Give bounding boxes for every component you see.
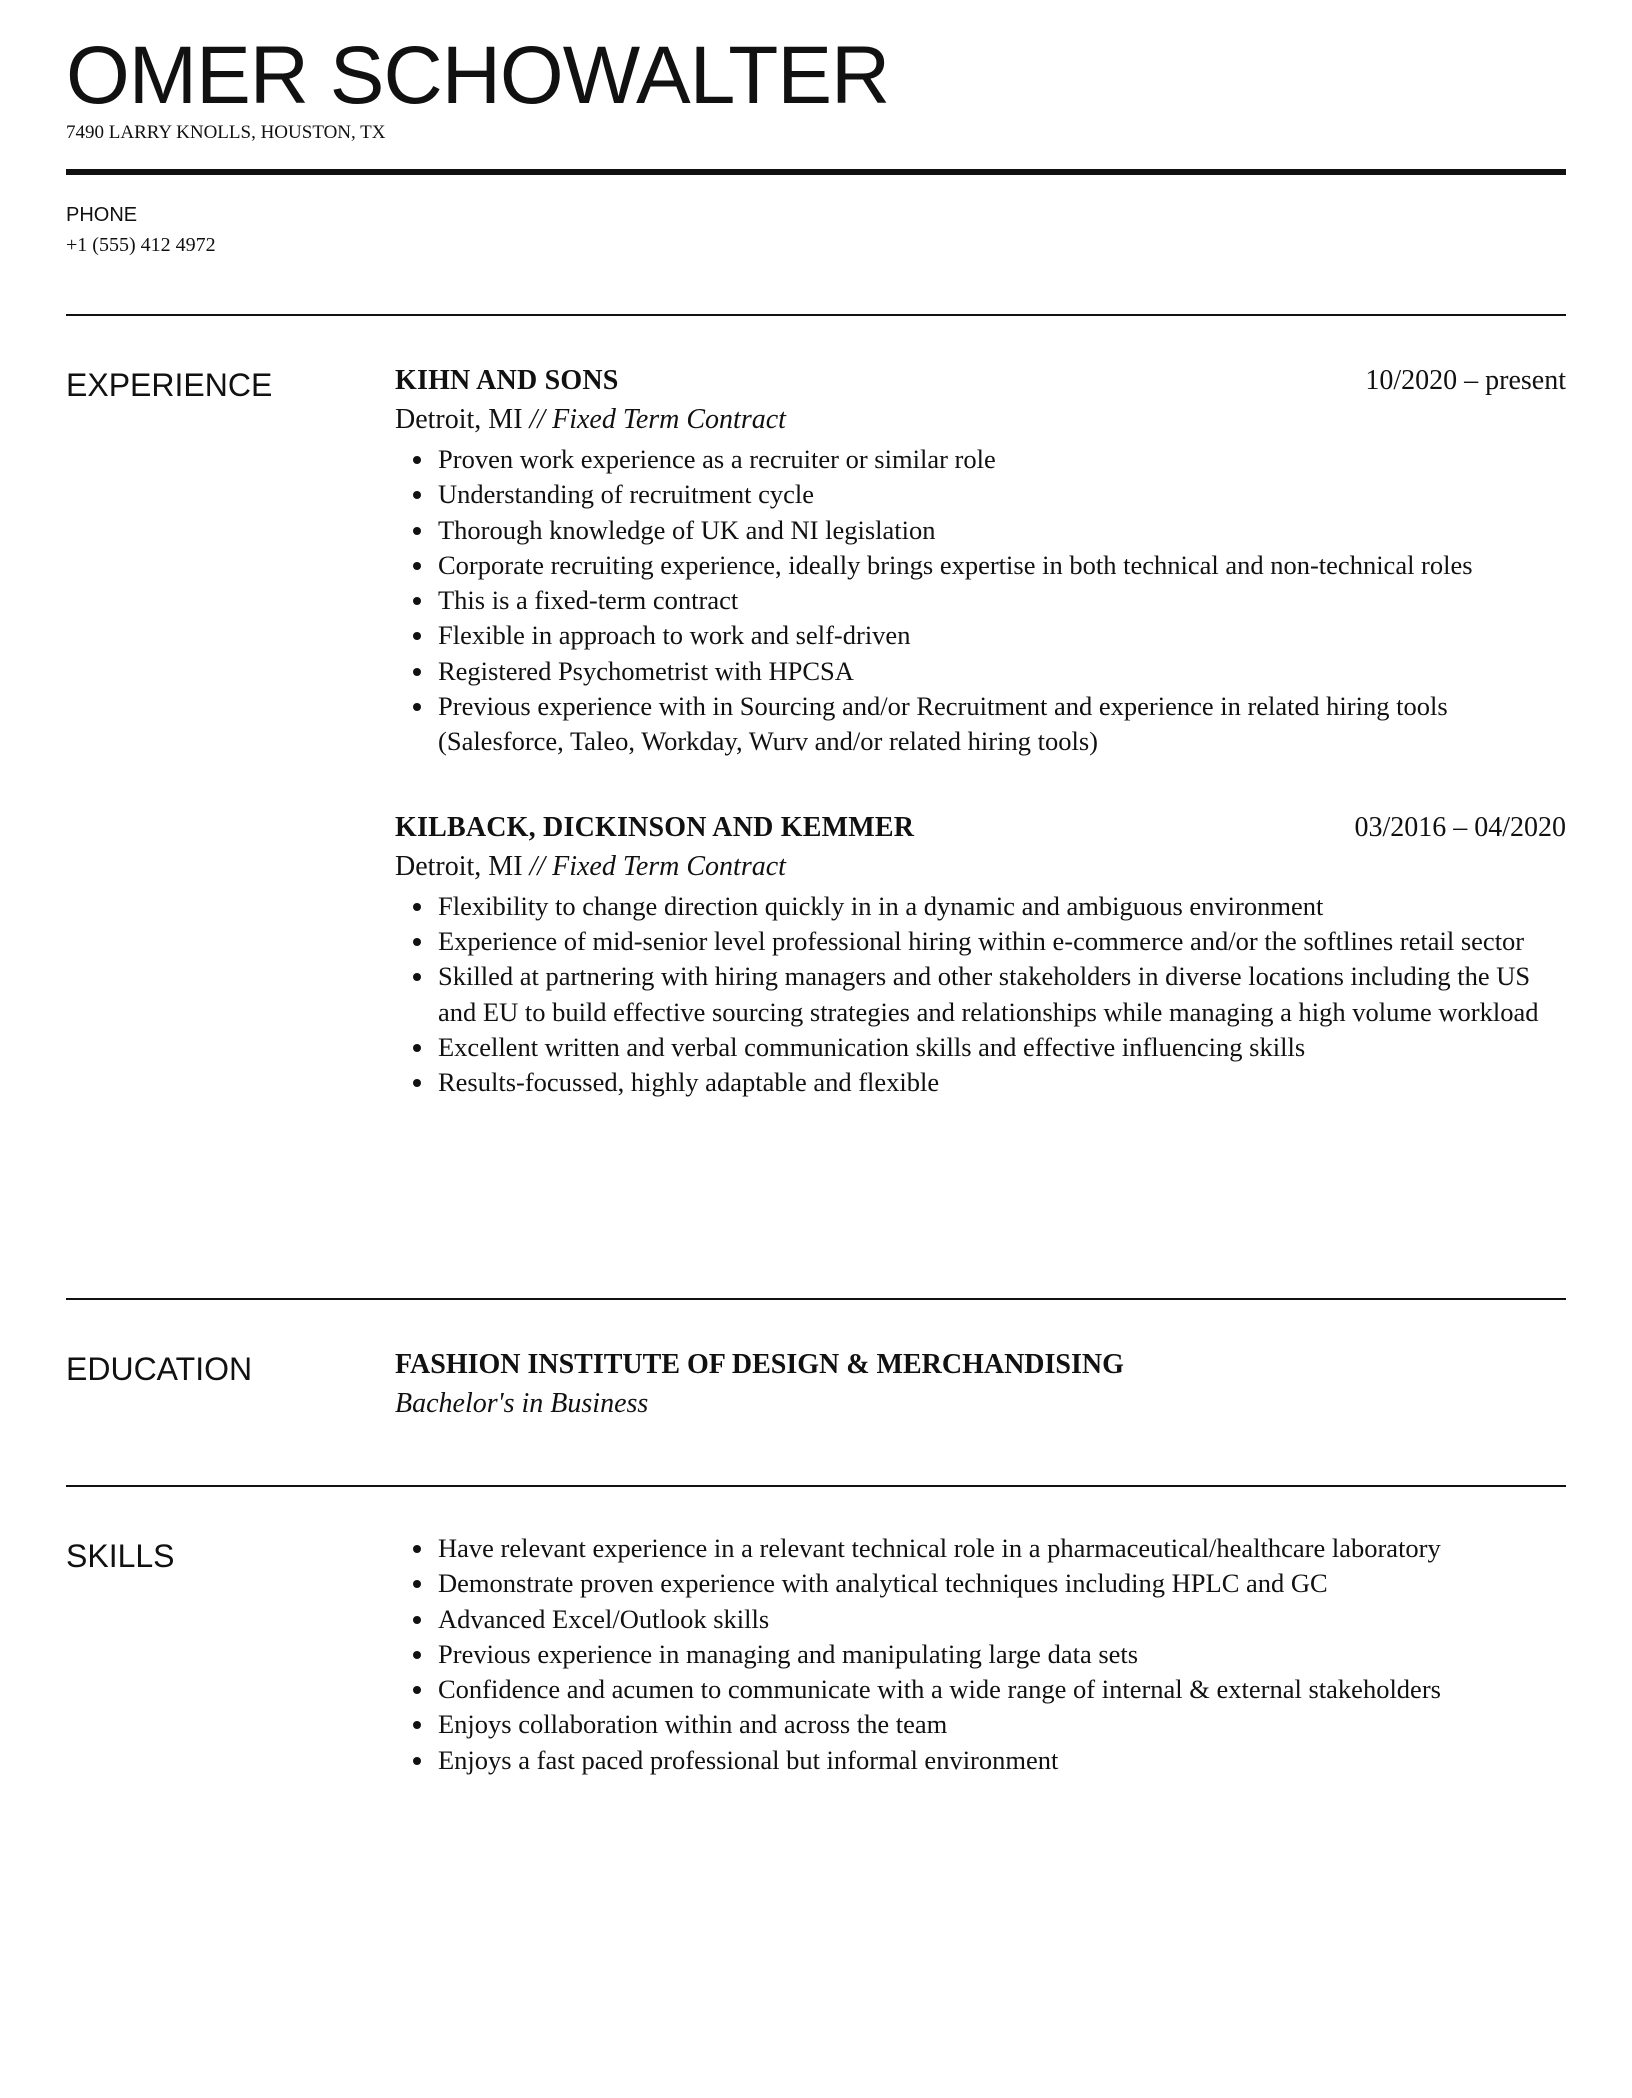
job-location-type (395, 847, 1566, 887)
list-item: Enjoys collaboration within and across the team (395, 1707, 1566, 1742)
job-separator: // (529, 404, 546, 435)
list-item: Understanding of recruitment cycle (395, 477, 1566, 512)
list-item: Thorough knowledge of UK and NI legislation (395, 513, 1566, 548)
degree: Bachelor's in Business (395, 1388, 649, 1419)
list-item: Flexibility to change direction quickly in in a dynamic and ambiguous environment (395, 889, 1566, 924)
list-item: Excellent written and verbal communication skills and effective influencing skills (395, 1030, 1566, 1065)
skills-section (395, 1531, 1566, 1778)
education-section (395, 1346, 1566, 1424)
list-item: Previous experience with in Sourcing and/or Recruitment and experience in related hiring tools (Salesforce, Taleo, Workday, Wurv and/or related hiring tools) (395, 689, 1566, 760)
list-item: Advanced Excel/Outlook skills (395, 1602, 1566, 1637)
skills-heading: SKILLS (66, 1538, 175, 1574)
list-item: Proven work experience as a recruiter or similar role (395, 442, 1566, 477)
education-heading: EDUCATION (66, 1351, 253, 1387)
header-divider (66, 169, 1566, 175)
employer-name: KIHN AND SONS (395, 365, 619, 396)
list-item: Previous experience in managing and manipulating large data sets (395, 1637, 1566, 1672)
phone-value: +1 (555) 412 4972 (66, 234, 216, 256)
job-location: Detroit, MI (395, 404, 523, 435)
list-item: Confidence and acumen to communicate with a wide range of internal & external stakeholders (395, 1672, 1566, 1707)
list-item: Demonstrate proven experience with analytical techniques including HPLC and GC (395, 1566, 1566, 1601)
section-divider (66, 314, 1566, 316)
section-divider (66, 1485, 1566, 1487)
address: 7490 LARRY KNOLLS, HOUSTON, TX (66, 122, 386, 143)
job-separator: // (529, 850, 546, 882)
list-item: Enjoys a fast paced professional but informal environment (395, 1743, 1566, 1778)
job-type: Fixed Term Contract (552, 850, 786, 882)
candidate-name: OMER SCHOWALTER (66, 30, 890, 121)
list-item: This is a fixed-term contract (395, 583, 1566, 618)
skills-list (395, 1531, 1566, 1778)
list-item: Results-focussed, highly adaptable and flexible (395, 1065, 1566, 1100)
school-name: FASHION INSTITUTE OF DESIGN & MERCHANDISING (395, 1349, 1124, 1380)
list-item: Flexible in approach to work and self-driven (395, 618, 1566, 653)
job-duties (395, 889, 1566, 1101)
experience-section (395, 362, 1566, 1100)
experience-heading: EXPERIENCE (66, 367, 273, 403)
job-dates: 03/2016 – 04/2020 (1354, 811, 1566, 843)
section-divider (66, 1298, 1566, 1300)
job-location: Detroit, MI (395, 850, 523, 882)
phone-label: PHONE (66, 204, 138, 226)
job-entry (395, 809, 1566, 1101)
list-item: Have relevant experience in a relevant technical role in a pharmaceutical/healthcare laboratory (395, 1531, 1566, 1566)
list-item: Skilled at partnering with hiring managers and other stakeholders in diverse locations including the US and EU to build effective sourcing strategies and relationships while managing a high volume workload (395, 959, 1566, 1030)
job-type: Fixed Term Contract (552, 404, 786, 435)
list-item: Registered Psychometrist with HPCSA (395, 654, 1566, 689)
list-item: Experience of mid-senior level professional hiring within e-commerce and/or the softlines retail sector (395, 924, 1566, 959)
employer-name: KILBACK, DICKINSON AND KEMMER (395, 811, 915, 843)
resume-page (66, 0, 1566, 2098)
list-item: Corporate recruiting experience, ideally brings expertise in both technical and non-technical roles (395, 548, 1566, 583)
job-dates: 10/2020 – present (1365, 365, 1566, 396)
job-location-type (395, 400, 1566, 440)
job-duties (395, 442, 1566, 760)
job-entry (395, 362, 1566, 760)
